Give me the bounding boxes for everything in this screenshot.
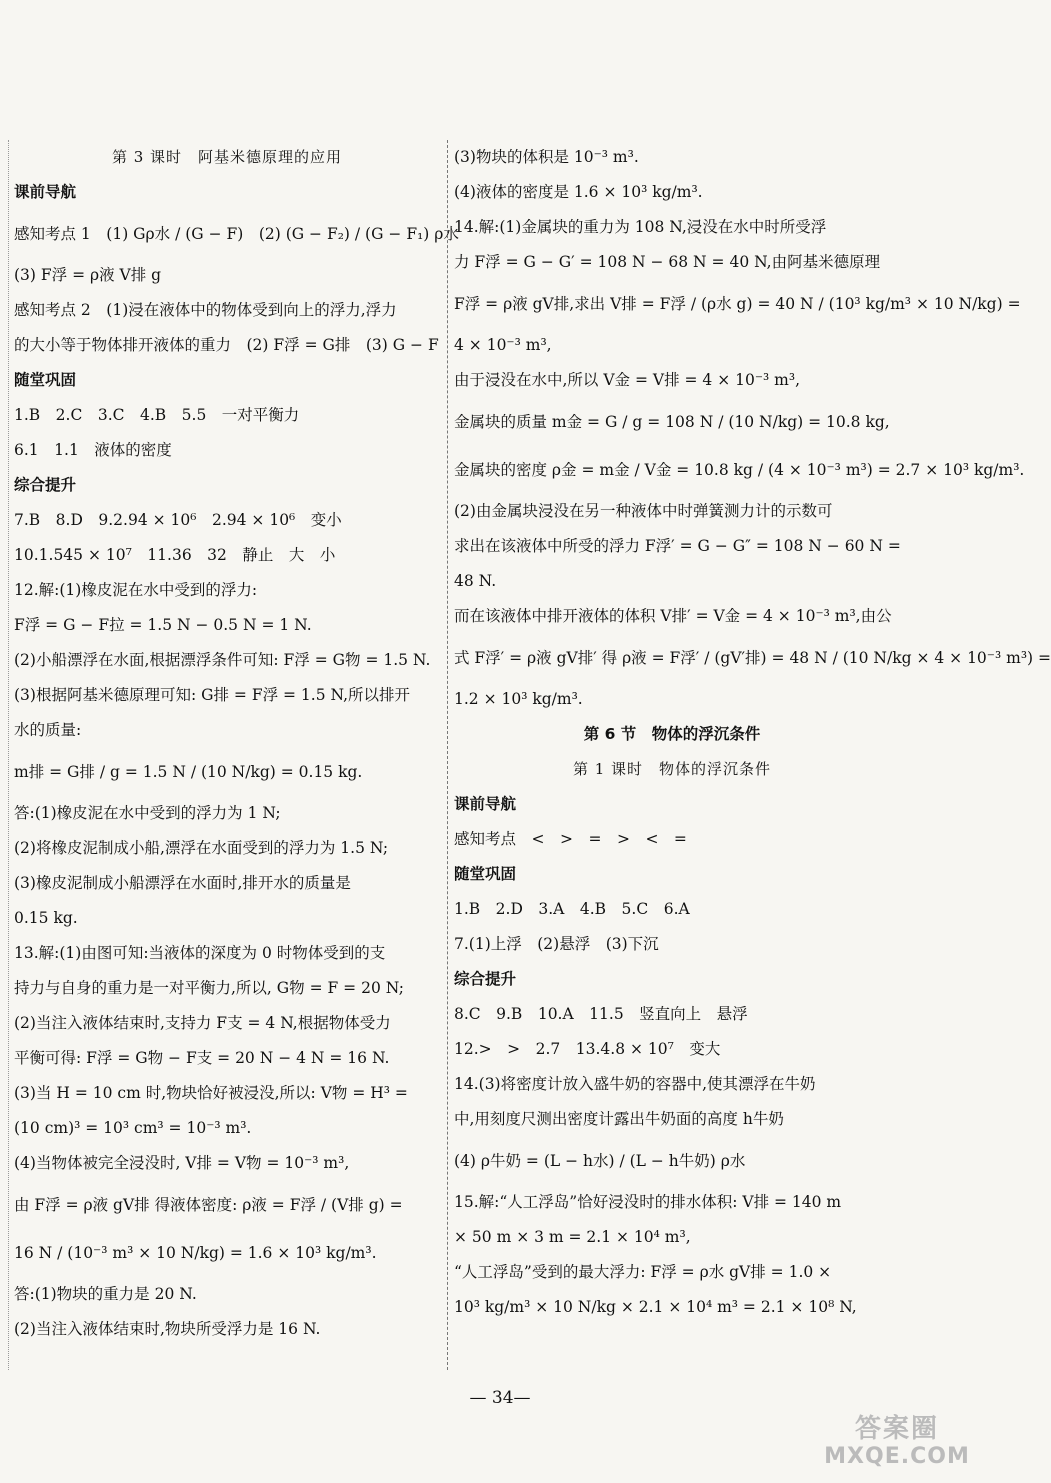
right-line: (2)由金属块浸没在另一种液体中时弹簧测力计的示数可 [454, 502, 833, 520]
left-line: 0.15 kg. [14, 909, 78, 927]
left-line: 7.B 8.D 9.2.94 × 10⁶ 2.94 × 10⁶ 变小 [14, 511, 342, 529]
left-line: (3)橡皮泥制成小船漂浮在水面时,排开水的质量是 [14, 874, 351, 892]
left-line: (2)小船漂浮在水面,根据漂浮条件可知: F浮 = G物 = 1.5 N. [14, 651, 431, 669]
right-line: 课前导航 [454, 795, 517, 813]
right-line: (4)液体的密度是 1.6 × 10³ kg/m³. [454, 183, 703, 201]
watermark-text: 答案圈 [854, 1414, 939, 1444]
right-line: (4) ρ牛奶 = (L − h水) / (L − h牛奶) ρ水 [454, 1152, 746, 1170]
left-line: 6.1 1.1 液体的密度 [14, 441, 172, 459]
left-line: m排 = G排 / g = 1.5 N / (10 N/kg) = 0.15 kg. [14, 763, 363, 781]
left-line: 课前导航 [14, 183, 77, 201]
right-line: 14.解:(1)金属块的重力为 108 N,浸没在水中时所受浮 [454, 218, 827, 236]
left-line: 综合提升 [14, 476, 77, 494]
right-line: × 50 m × 3 m = 2.1 × 10⁴ m³, [454, 1228, 691, 1246]
right-line: (3)物块的体积是 10⁻³ m³. [454, 148, 639, 166]
left-line: (10 cm)³ = 10³ cm³ = 10⁻³ m³. [14, 1119, 252, 1137]
left-line: 13.解:(1)由图可知:当液体的深度为 0 时物体受到的支 [14, 944, 386, 962]
column-divider [447, 140, 448, 1370]
left-line: (2)当注入液体结束时,物块所受浮力是 16 N. [14, 1320, 321, 1338]
left-line: 持力与自身的重力是一对平衡力,所以, G物 = F = 20 N; [14, 979, 404, 997]
left-line: (3)当 H = 10 cm 时,物块恰好被浸没,所以: V物 = H³ = [14, 1084, 408, 1102]
right-line: 中,用刻度尺测出密度计露出牛奶面的高度 h牛奶 [454, 1110, 784, 1128]
right-line: F浮 = ρ液 gV排,求出 V排 = F浮 / (ρ水 g) = 40 N / (10³ kg/m³ × 10 N/kg) = [454, 295, 1021, 313]
page-edge-line [8, 140, 9, 1370]
right-line: 10³ kg/m³ × 10 N/kg × 2.1 × 10⁴ m³ = 2.1 × 10⁸ N, [454, 1298, 857, 1316]
left-line: (4)当物体被完全浸没时, V排 = V物 = 10⁻³ m³, [14, 1154, 350, 1172]
right-line: 随堂巩固 [454, 865, 517, 883]
left-line: 感知考点 2 (1)浸在液体中的物体受到向上的浮力,浮力 [14, 301, 397, 319]
right-line: “人工浮岛”受到的最大浮力: F浮 = ρ水 gV排 = 1.0 × [454, 1263, 832, 1281]
left-line: 10.1.545 × 10⁷ 11.36 32 静止 大 小 [14, 546, 336, 564]
right-line: 第 1 课时 物体的浮沉条件 [572, 760, 772, 778]
left-line: 16 N / (10⁻³ m³ × 10 N/kg) = 1.6 × 10³ kg/m³. [14, 1244, 377, 1262]
watermark-url: MXQE.COM [824, 1444, 970, 1469]
right-line: 48 N. [454, 572, 497, 590]
left-line: 答:(1)橡皮泥在水中受到的浮力为 1 N; [14, 804, 281, 822]
left-line: 第 3 课时 阿基米德原理的应用 [111, 148, 343, 166]
right-line: 7.(1)上浮 (2)悬浮 (3)下沉 [454, 935, 659, 953]
right-line: 4 × 10⁻³ m³, [454, 336, 552, 354]
left-line: 水的质量: [14, 721, 82, 739]
left-line: 1.B 2.C 3.C 4.B 5.5 一对平衡力 [14, 406, 300, 424]
watermark-logo [812, 1414, 982, 1472]
right-line: 金属块的密度 ρ金 = m金 / V金 = 10.8 kg / (4 × 10⁻³ m³) = 2.7 × 10³ kg/m³. [454, 461, 1025, 479]
left-line: 感知考点 1 (1) Gρ水 / (G − F) (2) (G − F₂) / (G − F₁) ρ水 [14, 225, 459, 243]
left-line: (2)当注入液体结束时,支持力 F支 = 4 N,根据物体受力 [14, 1014, 391, 1032]
right-line: 12.> > 2.7 13.4.8 × 10⁷ 变大 [454, 1040, 721, 1058]
right-line: 求出在该液体中所受的浮力 F浮′ = G − G″ = 108 N − 60 N = [454, 537, 901, 555]
right-line: 15.解:“人工浮岛”恰好浸没时的排水体积: V排 = 140 m [454, 1193, 842, 1211]
right-line: 8.C 9.B 10.A 11.5 竖直向上 悬浮 [454, 1005, 748, 1023]
left-line: 的大小等于物体排开液体的重力 (2) F浮 = G排 (3) G − F [14, 336, 439, 354]
right-line: 综合提升 [454, 970, 517, 988]
right-line: 式 F浮′ = ρ液 gV排′ 得 ρ液 = F浮′ / (gV′排) = 48 N / (10 N/kg × 4 × 10⁻³ m³) = [454, 649, 1051, 667]
right-line: 力 F浮 = G − G′ = 108 N − 68 N = 40 N,由阿基米德原理 [454, 253, 881, 271]
right-column [454, 140, 1051, 1325]
left-column [14, 140, 459, 1347]
right-line: 14.(3)将密度计放入盛牛奶的容器中,使其漂浮在牛奶 [454, 1075, 816, 1093]
left-line: 由 F浮 = ρ液 gV排 得液体密度: ρ液 = F浮 / (V排 g) = [14, 1196, 403, 1214]
right-line: 金属块的质量 m金 = G / g = 108 N / (10 N/kg) = 10.8 kg, [454, 413, 890, 431]
left-line: (3)根据阿基米德原理可知: G排 = F浮 = 1.5 N,所以排开 [14, 686, 411, 704]
right-line: 1.B 2.D 3.A 4.B 5.C 6.A [454, 900, 690, 918]
left-line: 平衡可得: F浮 = G物 − F支 = 20 N − 4 N = 16 N. [14, 1049, 390, 1067]
left-line: 答:(1)物块的重力是 20 N. [14, 1285, 197, 1303]
left-line: (2)将橡皮泥制成小船,漂浮在水面受到的浮力为 1.5 N; [14, 839, 389, 857]
left-line: F浮 = G − F拉 = 1.5 N − 0.5 N = 1 N. [14, 616, 312, 634]
left-line: 12.解:(1)橡皮泥在水中受到的浮力: [14, 581, 258, 599]
right-line: 由于浸没在水中,所以 V金 = V排 = 4 × 10⁻³ m³, [454, 371, 801, 389]
right-line: 1.2 × 10³ kg/m³. [454, 690, 583, 708]
right-line: 感知考点 < > = > < = [454, 830, 687, 848]
left-line: 随堂巩固 [14, 371, 77, 389]
left-line: (3) F浮 = ρ液 V排 g [14, 266, 162, 284]
right-line: 而在该液体中排开液体的体积 V排′ = V金 = 4 × 10⁻³ m³,由公 [454, 607, 892, 625]
page-number: — 34— [469, 1388, 531, 1408]
right-line: 第 6 节 物体的浮沉条件 [583, 725, 761, 743]
